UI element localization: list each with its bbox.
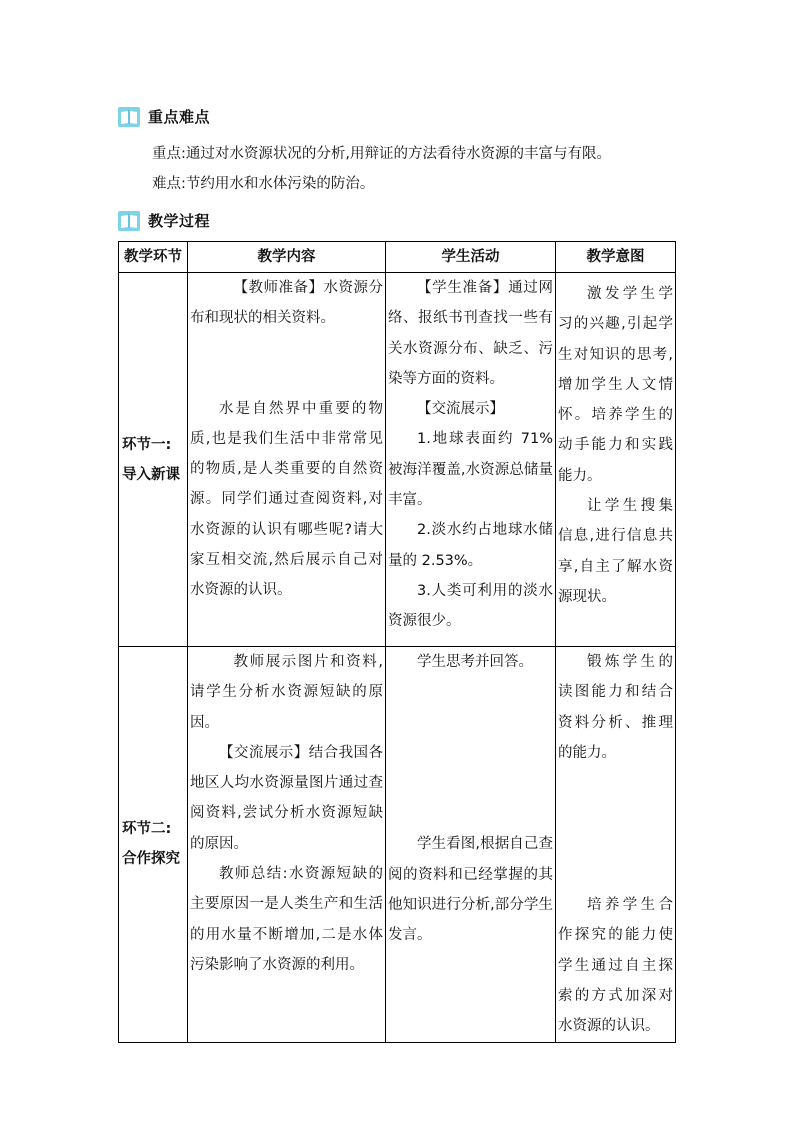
focus-text: 重点:通过对水资源状况的分析,用辩证的方法看待水资源的丰富与有限。 xyxy=(152,146,611,162)
cell-paragraph: 让学生搜集信息,进行信息共享,自主了解水资源现状。 xyxy=(558,498,673,605)
cell-paragraph: 教师展示图片和资料,请学生分析水资源短缺的原因。 xyxy=(190,654,383,731)
difficulty-text: 难点:节约用水和水体污染的防治。 xyxy=(152,176,375,192)
content-cell xyxy=(188,273,386,647)
section-header-key-points xyxy=(118,106,210,127)
table-row xyxy=(119,647,676,1043)
cell-paragraph: 学生思考并回答。 xyxy=(417,654,533,670)
section-title: 教学过程 xyxy=(148,212,211,230)
section-title: 重点难点 xyxy=(148,108,211,126)
activity-cell xyxy=(386,647,556,1043)
cell-paragraph: 【教师准备】水资源分布和现状的相关资料。 xyxy=(190,280,383,327)
header-intent: 教学意图 xyxy=(556,242,676,273)
lesson-table xyxy=(118,241,676,1043)
intent-cell xyxy=(556,647,676,1043)
cell-paragraph: 3.人类可利用的淡水资源很少。 xyxy=(388,582,553,630)
stage-cell: 环节二:合作探究 xyxy=(119,647,188,1043)
content-cell xyxy=(188,647,386,1043)
cell-paragraph: 1.地球表面约 71%被海洋覆盖,水资源总储量丰富。 xyxy=(388,431,553,509)
cell-paragraph: 锻炼学生的读图能力和结合资料分析、推理的能力。 xyxy=(558,654,673,761)
cell-paragraph: 【学生准备】通过网络、报纸书刊查找一些有关水资源分布、缺乏、污染等方面的资料。 xyxy=(388,280,553,387)
book-icon xyxy=(118,107,140,127)
cell-paragraph: 【交流展示】结合我国各地区人均水资源量图片通过查阅资料,尝试分析水资源短缺的原因。 xyxy=(190,744,383,852)
section-header-process xyxy=(118,210,210,231)
cell-paragraph: 水是自然界中重要的物质,也是我们生活中非常常见的物质,是人类重要的自然资源。同学们通过查阅资料,对水资源的认识有哪些呢?请大家互相交流,然后展示自己对水资源的认识。 xyxy=(190,400,383,599)
cell-paragraph: 教师总结:水资源短缺的主要原因一是人类生产和生活的用水量不断增加,二是水体污染影响了水资源的利用。 xyxy=(190,866,383,973)
header-content: 教学内容 xyxy=(188,242,386,273)
header-activity: 学生活动 xyxy=(386,242,556,273)
cell-paragraph: 【交流展示】 xyxy=(417,401,504,418)
cell-paragraph: 激发学生学习的兴趣,引起学生对知识的思考,增加学生人文情怀。培养学生的动手能力和实践能力。 xyxy=(558,286,673,484)
cell-paragraph: 学生看图,根据自己查阅的资料和已经掌握的其他知识进行分析,部分学生发言。 xyxy=(388,836,553,944)
cell-paragraph: 培养学生合作探究的能力使学生通过自主探索的方式加深对水资源的认识。 xyxy=(558,897,673,1035)
stage-cell: 环节一:导入新课 xyxy=(119,273,188,647)
table-header-row xyxy=(119,242,676,273)
intent-cell xyxy=(556,273,676,647)
activity-cell xyxy=(386,273,556,647)
book-icon xyxy=(118,211,140,231)
table-row xyxy=(119,273,676,647)
cell-paragraph: 2.淡水约占地球水储量的 2.53%。 xyxy=(388,522,553,569)
header-stage: 教学环节 xyxy=(119,242,188,273)
